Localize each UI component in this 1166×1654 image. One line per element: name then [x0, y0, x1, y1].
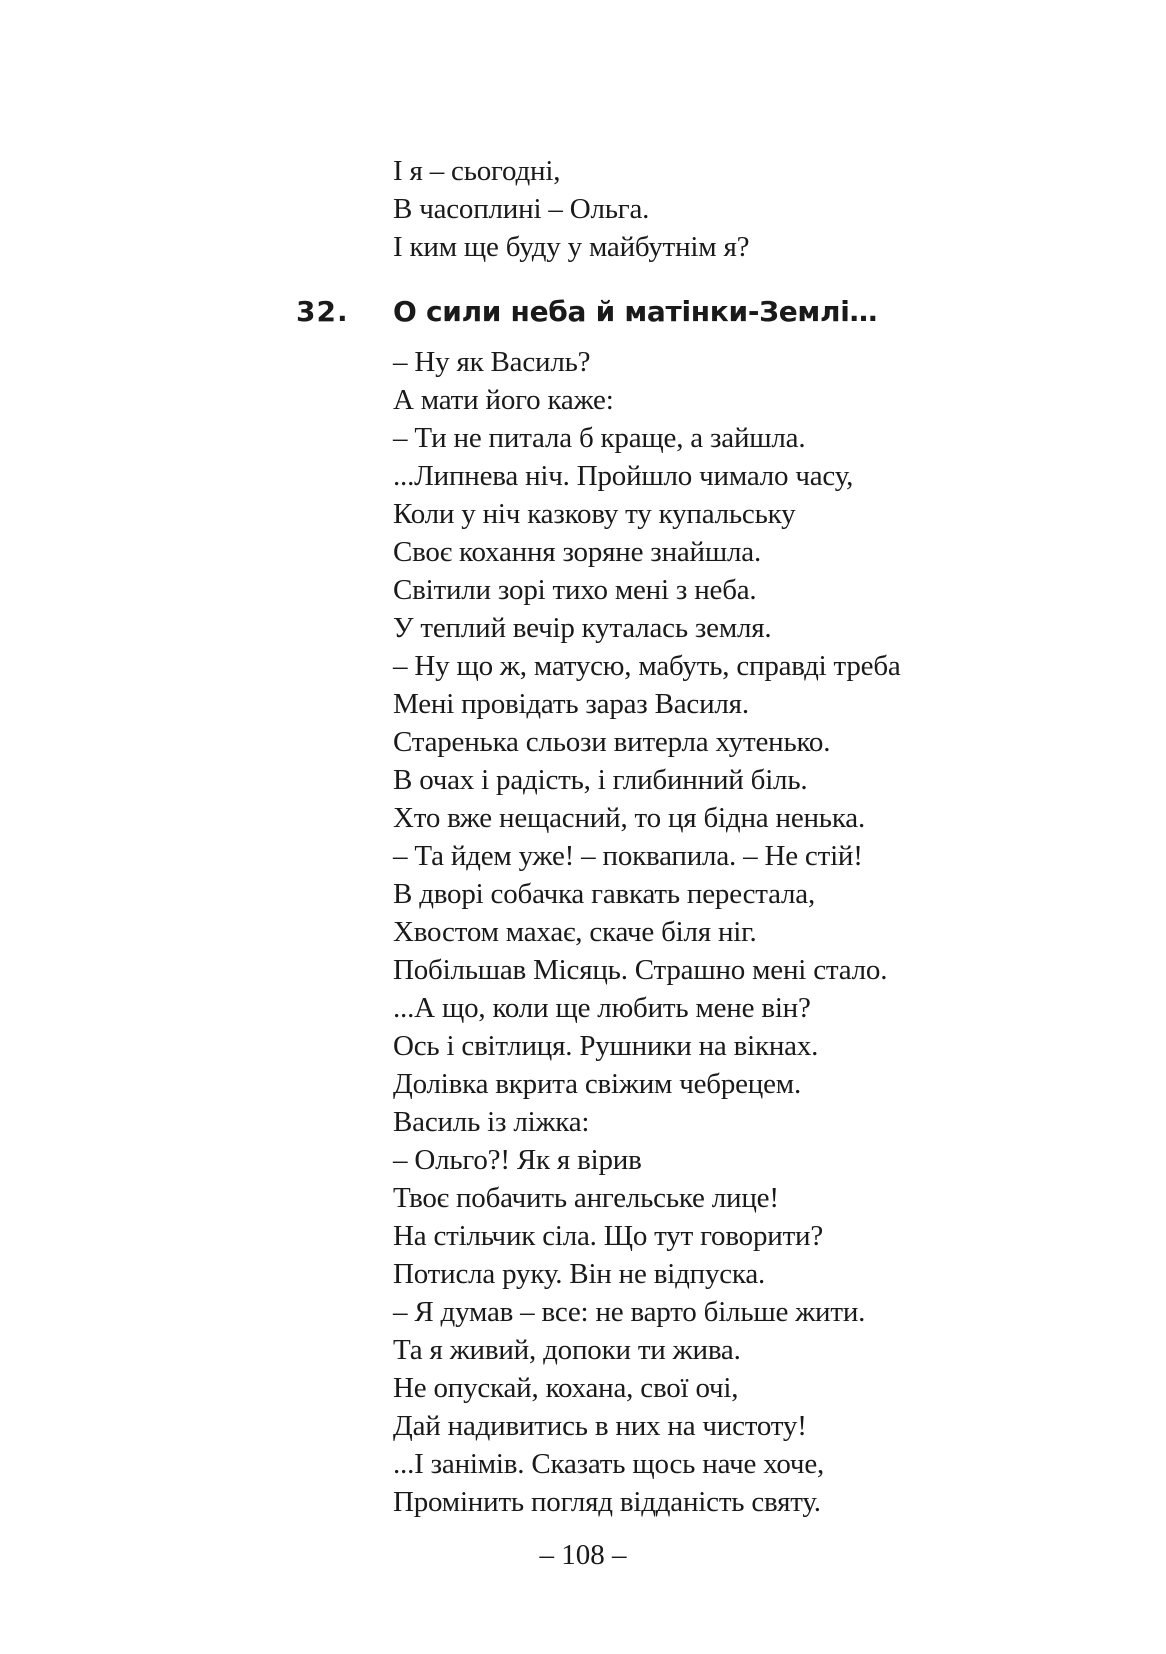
poem-number: 32. — [296, 295, 349, 328]
verse-line: ...Липнева ніч. Пройшло чимало часу, — [393, 460, 854, 492]
verse-line: Світили зорі тихо мені з неба. — [393, 574, 757, 606]
verse-line: Старенька сльози витерла хутенько. — [393, 726, 831, 758]
verse-line: І ким ще буду у майбутнім я? — [393, 231, 750, 263]
verse-line: ...І занімів. Сказать щось наче хоче, — [393, 1448, 825, 1480]
verse-line: – Ну як Василь? — [393, 346, 591, 378]
verse-line: Ось і світлиця. Рушники на вікнах. — [393, 1030, 819, 1062]
verse-line: – Ну що ж, матусю, мабуть, справді треба — [393, 650, 901, 682]
poem-title: О сили неба й матінки-Землі… — [393, 295, 878, 328]
verse-line: Коли у ніч казкову ту купальську — [393, 498, 796, 530]
verse-line: Мені провідать зараз Василя. — [393, 688, 749, 720]
verse-line: Хвостом махає, скаче біля ніг. — [393, 916, 757, 948]
verse-line: Промінить погляд відданість святу. — [393, 1486, 821, 1518]
verse-line: В дворі собачка гавкать перестала, — [393, 878, 816, 910]
verse-line: Хто вже нещасний, то ця бідна ненька. — [393, 802, 866, 834]
verse-line: Своє кохання зоряне знайшла. — [393, 536, 762, 568]
poem-heading — [296, 295, 877, 335]
verse-line: – Ти не питала б краще, а зайшла. — [393, 422, 806, 454]
verse-line: – Та йдем уже! – поквапила. – Не стій! — [393, 840, 863, 872]
verse-line: – Ольго?! Як я вірив — [393, 1144, 642, 1176]
page-number: – 108 – — [539, 1539, 627, 1571]
verse-line: ...А що, коли ще любить мене він? — [393, 992, 811, 1024]
verse-line: В очах і радість, і глибинний біль. — [393, 764, 808, 796]
verse-line: Дай надивитись в них на чистоту! — [393, 1410, 807, 1442]
verse-line: Та я живий, допоки ти жива. — [393, 1334, 741, 1366]
verse-line: Побільшав Місяць. Страшно мені стало. — [393, 954, 888, 986]
verse-line: Долівка вкрита свіжим чебрецем. — [393, 1068, 801, 1100]
poem-verse — [393, 343, 901, 1521]
verse-line: Твоє побачить ангельське лице! — [393, 1182, 779, 1214]
verse-line: Василь із ліжка: — [393, 1106, 590, 1138]
verse-line: А мати його каже: — [393, 384, 614, 416]
verse-line: На стільчик сіла. Що тут говорити? — [393, 1220, 824, 1252]
verse-line: Не опускай, кохана, свої очі, — [393, 1372, 739, 1404]
verse-line: Потисла руку. Він не відпуска. — [393, 1258, 766, 1290]
verse-line: В часоплині – Ольга. — [393, 193, 650, 225]
intro-verse — [393, 152, 749, 266]
verse-line: І я – сьогодні, — [393, 155, 561, 187]
verse-line: – Я думав – все: не варто більше жити. — [393, 1296, 866, 1328]
verse-line: У теплий вечір куталась земля. — [393, 612, 772, 644]
